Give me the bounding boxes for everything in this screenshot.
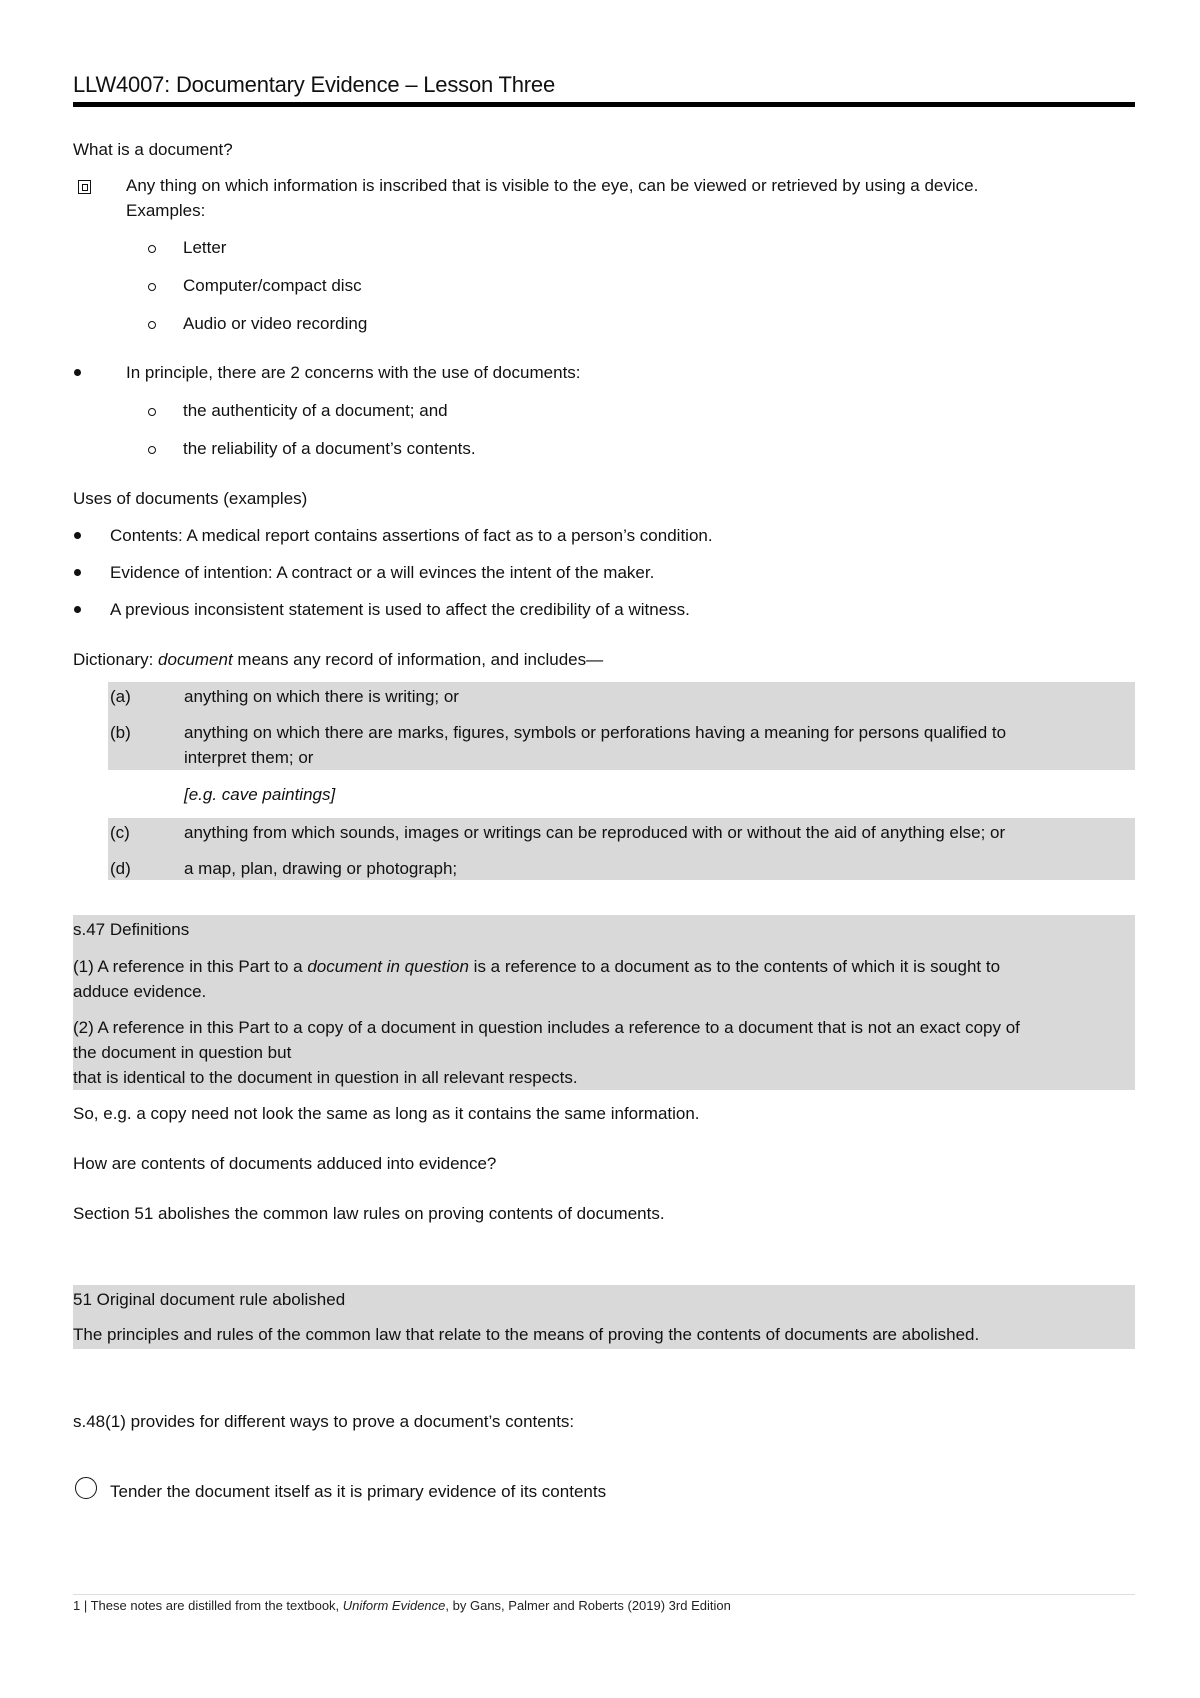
s48-intro: s.48(1) provides for different ways to prove a document’s contents: — [73, 1412, 575, 1431]
use-item: Evidence of intention: A contract or a will evinces the intent of the maker. — [110, 563, 655, 582]
copy-note: So, e.g. a copy need not look the same as long as it contains the same information. — [73, 1104, 700, 1123]
dictionary-suffix: means any record of information, and includes— — [232, 650, 604, 669]
checkbox-bullet-icon — [78, 180, 91, 194]
dictionary-item-text-cont: interpret them; or — [184, 748, 314, 767]
s47-p1-line2: adduce evidence. — [73, 982, 207, 1001]
s47-p2-line3: that is identical to the document in question in all relevant respects. — [73, 1068, 578, 1087]
dictionary-note-text: [e.g. cave paintings] — [184, 785, 336, 804]
disc-bullet-icon — [74, 606, 81, 613]
section51-note: Section 51 abolishes the common law rules on proving contents of documents. — [73, 1204, 665, 1223]
circle-bullet-icon — [75, 1477, 97, 1499]
tender-item: Tender the document itself as it is primary evidence of its contents — [110, 1482, 607, 1501]
footer-prefix: 1 | These notes are distilled from the textbook, — [73, 1598, 343, 1613]
footer-suffix: , by Gans, Palmer and Roberts (2019) 3rd Edition — [445, 1598, 731, 1613]
s47-p2-line1: (2) A reference in this Part to a copy of a document in question includes a reference to a document that is not an exact copy of — [73, 1018, 1020, 1037]
s51-heading: 51 Original document rule abolished — [73, 1290, 346, 1309]
use-item: A previous inconsistent statement is used to affect the credibility of a witness. — [110, 600, 690, 619]
concern-item: the reliability of a document’s contents. — [183, 439, 476, 458]
disc-bullet-icon — [74, 369, 81, 376]
dictionary-item-text: anything on which there is writing; or — [184, 687, 459, 706]
header-rule — [73, 102, 1135, 107]
disc-bullet-icon — [74, 532, 81, 539]
disc-bullet-icon — [74, 569, 81, 576]
dictionary-label: (d) — [110, 859, 131, 878]
dictionary-item-text: a map, plan, drawing or photograph; — [184, 859, 458, 878]
circle-bullet-icon — [148, 321, 156, 329]
circle-bullet-icon — [148, 283, 156, 291]
footer-book-title: Uniform Evidence — [342, 1598, 446, 1613]
concerns-intro: In principle, there are 2 concerns with the use of documents: — [126, 363, 581, 382]
dictionary-note — [184, 783, 335, 807]
use-item: Contents: A medical report contains assertions of fact as to a person’s condition. — [110, 526, 713, 545]
example-item: Computer/compact disc — [183, 276, 362, 295]
s47-p1-suffix: is a reference to a document as to the contents of which it is sought to — [468, 957, 1001, 976]
s47-p1-prefix: (1) A reference in this Part to a — [73, 957, 308, 976]
s47-heading: s.47 Definitions — [73, 920, 190, 939]
dictionary-prefix: Dictionary: — [73, 650, 159, 669]
circle-bullet-icon — [148, 245, 156, 253]
uses-heading: Uses of documents (examples) — [73, 489, 308, 508]
page-title: LLW4007: Documentary Evidence – Lesson Three — [73, 72, 555, 97]
s47-p2-line2: the document in question but — [73, 1043, 292, 1062]
dictionary-item-text: anything on which there are marks, figures, symbols or perforations having a meaning for persons qualified to — [184, 723, 1007, 742]
dictionary-term: document — [158, 650, 233, 669]
dictionary-label: (c) — [110, 823, 130, 842]
circle-bullet-icon — [148, 446, 156, 454]
how-heading: How are contents of documents adduced into evidence? — [73, 1154, 497, 1173]
s51-text: The principles and rules of the common law that relate to the means of proving the contents of documents are abolished. — [73, 1325, 980, 1344]
footer-note — [73, 1596, 731, 1616]
example-item: Letter — [183, 238, 227, 257]
what-is-heading: What is a document? — [73, 140, 233, 159]
concern-item: the authenticity of a document; and — [183, 401, 448, 420]
definition-line-2: Examples: — [126, 201, 206, 220]
s47-p1 — [73, 955, 1000, 979]
example-item: Audio or video recording — [183, 314, 368, 333]
dictionary-item-text: anything from which sounds, images or writings can be reproduced with or without the aid of anything else; or — [184, 823, 1006, 842]
dictionary-intro — [73, 648, 603, 672]
dictionary-label: (a) — [110, 687, 131, 706]
dictionary-label: (b) — [110, 723, 131, 742]
circle-bullet-icon — [148, 408, 156, 416]
definition-line-1: Any thing on which information is inscribed that is visible to the eye, can be viewed or retrieved by using a device. — [126, 176, 979, 195]
footer-rule — [73, 1594, 1135, 1595]
s47-p1-term: document in question — [307, 957, 469, 976]
